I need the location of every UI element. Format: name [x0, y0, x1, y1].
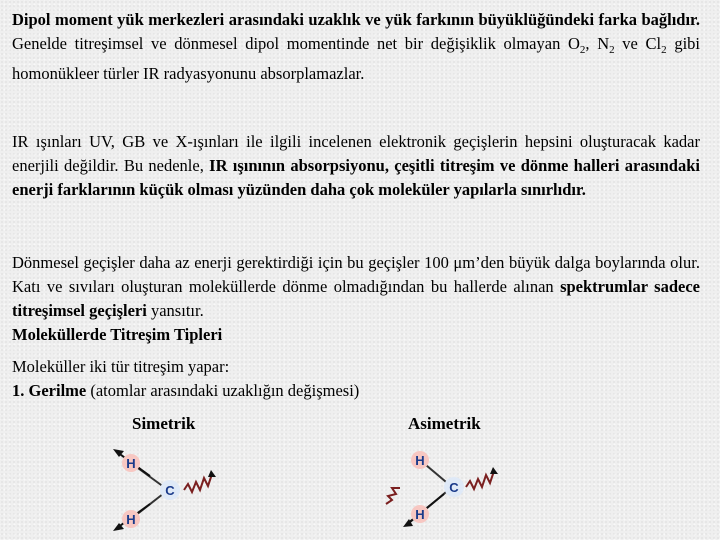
- symmetric-label: Simetrik: [132, 414, 196, 433]
- rot-text-1: Dönmesel geçişler daha az enerji gerektirdiği için bu geçişler 100: [12, 253, 454, 272]
- rot-text-2: m’den büyük dalga boylarında olur. Katı ve sıvıları oluşturan moleküllerde dönme olmadığından bu hallerde alınan: [12, 253, 700, 296]
- dipole-text-2: , N: [585, 34, 610, 53]
- mu-symbol: μ: [453, 253, 463, 272]
- o2-subscript: 2: [579, 44, 586, 56]
- cl2-subscript: 2: [661, 44, 667, 56]
- ir-text-1: IR ışınları UV, GB ve X-ışınları ile ilgili incelenen elektronik geçişlerin hepsini oluşturacak kadar enerjili değildir. Bu nedenle,: [12, 132, 700, 175]
- vib-line-1: Moleküller iki tür titreşim yapar:: [12, 357, 230, 376]
- stretching-diagram: [0, 440, 720, 540]
- carbon-label: C: [165, 483, 175, 498]
- dipole-text-3: ve Cl: [614, 34, 662, 53]
- hydrogen-label: H: [126, 456, 136, 471]
- n2-subscript: 2: [609, 44, 615, 56]
- wave-arrow: [386, 488, 400, 504]
- asymmetric-molecule: [386, 451, 498, 527]
- arrow-head: [208, 470, 216, 477]
- rot-bold-text: spektrumlar sadece titreşimsel geçişleri: [12, 277, 700, 320]
- hydrogen-label: H: [415, 453, 425, 468]
- asymmetric-label: Asimetrik: [408, 414, 481, 433]
- stretching-label: 1. Gerilme: [12, 381, 87, 400]
- stretching-text: (atomlar arasındaki uzaklığın değişmesi): [86, 381, 360, 400]
- paragraph-rotational: [12, 251, 700, 347]
- paragraph-ir-energy: [12, 130, 700, 202]
- section-heading: Moleküllerde Titreşim Tipleri: [12, 325, 223, 344]
- dipole-bold-text: Dipol moment yük merkezleri arasındaki uzaklık ve yük farkının büyüklüğündeki farka bağlıdır.: [12, 10, 700, 29]
- hydrogen-label: H: [415, 507, 425, 522]
- hydrogen-label: H: [126, 512, 136, 527]
- paragraph-vibration-types: [12, 355, 700, 403]
- symmetric-molecule: [113, 449, 216, 531]
- arrow-head: [490, 467, 498, 474]
- rot-text-3: yansıtır.: [146, 301, 204, 320]
- wave-arrow: [466, 471, 494, 489]
- carbon-label: C: [449, 480, 459, 495]
- paragraph-dipole: [12, 8, 700, 86]
- ir-bold-text: IR ışınının absorpsiyonu, çeşitli titreşim ve dönme halleri arasındaki enerji farklarının küçük olması yüzünden daha çok moleküler yapılarla sınırlıdır.: [12, 156, 700, 199]
- wave-arrow: [184, 474, 212, 492]
- dipole-text-4: gibi homonükleer türler IR radyasyonunu absorplamazlar.: [12, 34, 700, 83]
- dipole-text-1: Genelde titreşimsel ve dönmesel dipol momentinde net bir değişiklik olmayan O: [12, 34, 580, 53]
